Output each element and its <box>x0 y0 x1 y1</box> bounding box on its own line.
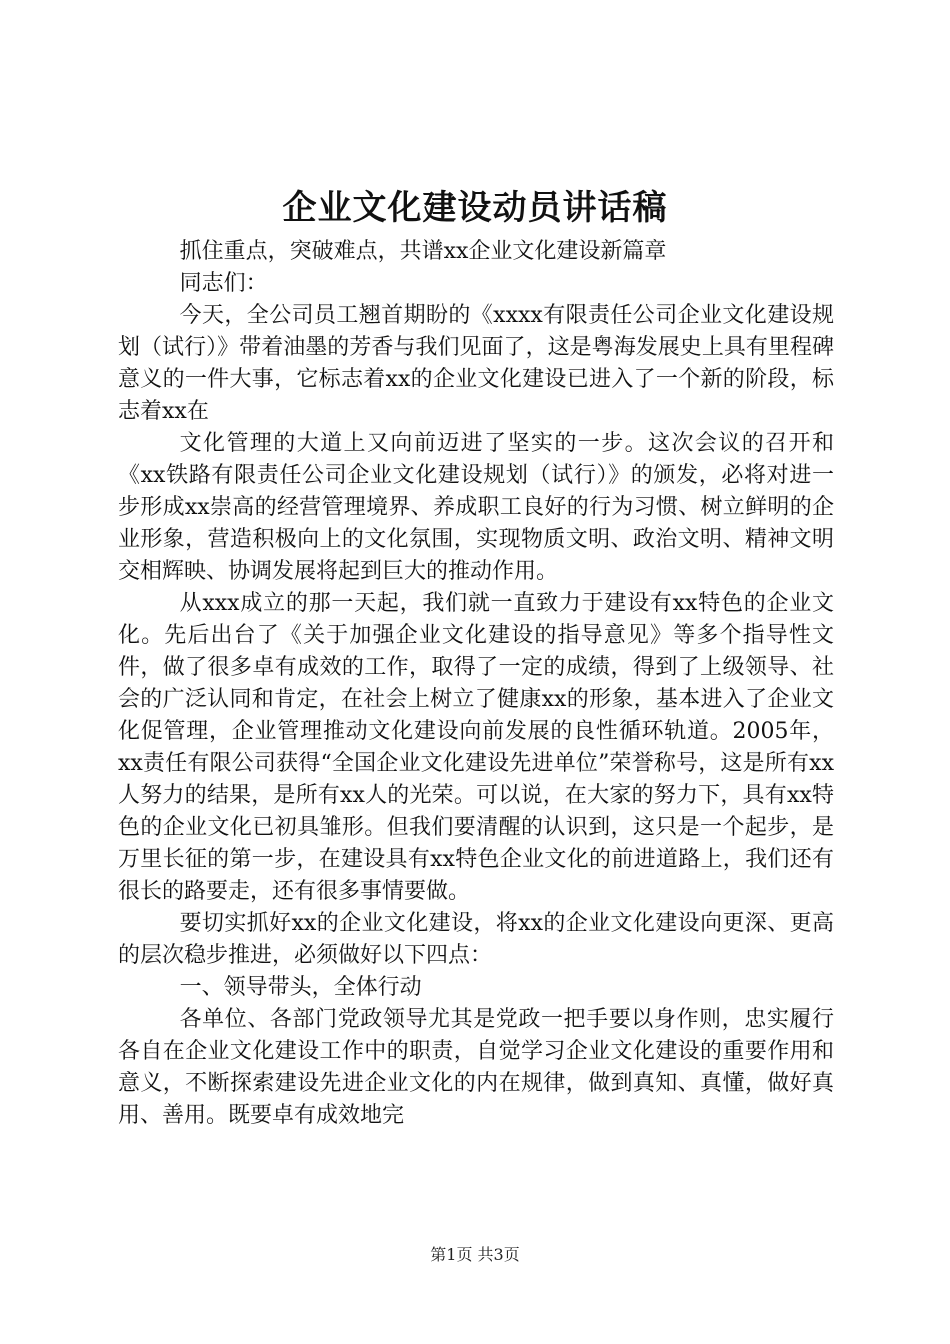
document-body <box>118 236 834 1132</box>
page-footer: 第1页 共3页 <box>430 1245 520 1264</box>
document-title: 企业文化建设动员讲话稿 <box>282 188 668 228</box>
body-paragraph: 要切实抓好xx的企业文化建设，将xx的企业文化建设向更深、更高的层次稳步推进，必须做好以下四点： <box>118 911 834 968</box>
document-subtitle: 抓住重点，突破难点，共谱xx企业文化建设新篇章 <box>179 239 667 264</box>
body-paragraph: 今天，全公司员工翘首期盼的《xxxx有限责任公司企业文化建设规划（试行）》带着油墨的芳香与我们见面了，这是粤海发展史上具有里程碑意义的一件大事，它标志着xx的企业文化建设已进入了一个新的阶段，标志着xx在 <box>118 303 834 424</box>
salutation: 同志们： <box>179 271 268 296</box>
body-paragraph: 各单位、各部门党政领导尤其是党政一把手要以身作则，忠实履行各自在企业文化建设工作中的职责，自觉学习企业文化建设的重要作用和意义，不断探索建设先进企业文化的内在规律，做到真知、真懂，做好真用、善用。既要卓有成效地完 <box>118 1007 834 1128</box>
section-heading: 一、领导带头，全体行动 <box>179 975 422 1000</box>
body-paragraph: 从xxx成立的那一天起，我们就一直致力于建设有xx特色的企业文化。先后出台了《关于加强企业文化建设的指导意见》等多个指导性文件，做了很多卓有成效的工作，取得了一定的成绩，得到了上级领导、社会的广泛认同和肯定，在社会上树立了健康xx的形象，基本进入了企业文化促管理，企业管理推动文化建设向前发展的良性循环轨道。2005年，xx责任有限公司获得“全国企业文化建设先进单位”荣誉称号，这是所有xx人努力的结果，是所有xx人的光荣。可以说，在大家的努力下，具有xx特色的企业文化已初具雏形。但我们要清醒的认识到，这只是一个起步，是万里长征的第一步，在建设具有xx特色企业文化的前进道路上，我们还有很长的路要走，还有很多事情要做。 <box>118 591 834 904</box>
body-paragraph: 文化管理的大道上又向前迈进了坚实的一步。这次会议的召开和《xx铁路有限责任公司企业文化建设规划（试行）》的颁发，必将对进一步形成xx崇高的经营管理境界、养成职工良好的行为习惯、树立鲜明的企业形象，营造积极向上的文化氛围，实现物质文明、政治文明、精神文明交相辉映、协调发展将起到巨大的推动作用。 <box>118 431 834 584</box>
